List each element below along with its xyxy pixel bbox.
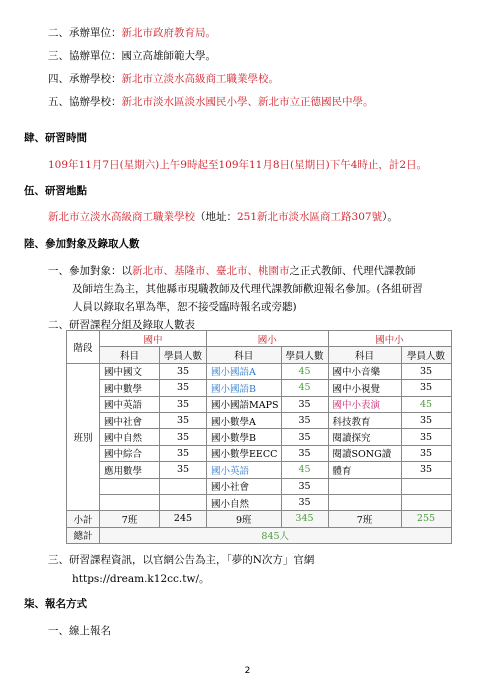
course-jh: 國中數學 [100,380,160,396]
count-js: 35 [401,429,451,445]
count-js [401,494,451,510]
organizer-label: 四、承辦學校： [48,73,122,85]
organizer-value: 新北市政府教育局。 [121,27,216,39]
organizer-label: 三、協辦單位： [48,50,122,62]
venue-line [48,210,398,224]
count-jh: 35 [160,445,207,461]
table-row [67,478,452,494]
count-js: 45 [401,396,451,412]
organizer-label: 五、協辦學校： [48,96,122,108]
level-header-elementary: 國小 [207,331,329,347]
course-jh [100,494,160,510]
venue-address: 251新北市淡水區商工路307號 [237,211,383,223]
count-el: 45 [281,363,328,379]
table-row [67,363,452,379]
course-el: 國小國語A [207,363,282,379]
organizer-line [48,72,279,86]
col-subject: 科目 [100,347,160,363]
level-header-junior-high: 國中 [100,331,207,347]
count-js [401,478,451,494]
course-info-line: 三、研習課程資訊，以官網公告為主，「夢的N次方」官網 [48,554,315,566]
subtotal-js-classes: 7班 [328,511,401,527]
table-row [67,494,452,510]
count-el: 35 [281,396,328,412]
course-el: 國小社會 [207,478,282,494]
count-el: 35 [281,412,328,428]
count-jh [160,478,207,494]
count-jh [160,494,207,510]
table-row [67,412,452,428]
venue-addr-prefix: （地址： [195,211,237,223]
table-row [67,445,452,461]
stage-header: 階段 [67,331,100,364]
count-jh: 35 [160,429,207,445]
col-subject: 科目 [207,347,282,363]
course-el: 國小國語B [207,380,282,396]
participant-cities: 新北市、基隆市、臺北市、桃園市 [132,265,290,277]
count-jh: 35 [160,380,207,396]
section-heading-venue: 伍、研習地點 [24,185,87,197]
course-js: 國中小視覺 [328,380,401,396]
subtotal-js-count: 255 [401,511,451,527]
group-label: 班別 [67,363,100,511]
participants-line-3: 人員以錄取名單為準，恕不接受臨時報名或旁聽) [72,301,297,313]
col-subject: 科目 [328,347,401,363]
course-jh: 應用數學 [100,462,160,478]
venue-name: 新北市立淡水高級商工職業學校 [48,211,195,223]
organizer-value: 國立高雄師範大學。 [121,50,216,62]
course-js [328,478,401,494]
course-el: 國小數學B [207,429,282,445]
table-row [67,429,452,445]
count-el: 35 [281,478,328,494]
subtotal-row [67,511,452,527]
participants-prefix: 一、參加對象：以 [48,265,132,277]
count-jh: 35 [160,396,207,412]
participants-suffix: 之正式教師、代理代課教師 [289,265,416,277]
course-el: 國小英語 [207,462,282,478]
table-row [67,380,452,396]
count-jh: 35 [160,462,207,478]
count-el: 45 [281,380,328,396]
count-js: 35 [401,462,451,478]
course-js: 國中小表演 [328,396,401,412]
course-el: 國小自然 [207,494,282,510]
count-el: 35 [281,445,328,461]
course-js [328,494,401,510]
course-js: 體育 [328,462,401,478]
col-count: 學員人數 [281,347,328,363]
organizer-line [48,95,374,109]
participants-line-2: 及師培生為主，其他縣市現職教師及代理代課教師歡迎報名參加。(各組研習 [72,283,423,295]
course-el: 國小國語MAPS [207,396,282,412]
course-jh: 國中自然 [100,429,160,445]
official-site-url[interactable]: https://dream.k12cc.tw/。 [72,573,210,585]
course-jh [100,478,160,494]
course-js: 國中小音樂 [328,363,401,379]
course-jh: 國中社會 [100,412,160,428]
course-js: 閱讀探究 [328,429,401,445]
subtotal-jh-count: 245 [160,511,207,527]
col-count: 學員人數 [401,347,451,363]
registration-online: 一、線上報名 [48,625,111,637]
enrollment-table [66,330,452,544]
course-jh: 國中英語 [100,396,160,412]
count-js: 35 [401,412,451,428]
course-el: 國小數學A [207,412,282,428]
section-heading-registration: 柒、報名方式 [24,598,87,610]
page-number: 2 [244,666,251,676]
count-el: 35 [281,429,328,445]
course-jh: 國中國文 [100,363,160,379]
count-js: 35 [401,380,451,396]
organizer-value: 新北市淡水區淡水國民小學、新北市立正德國民中學。 [121,96,374,108]
table-caption: 二、研習課程分組及錄取人數表 [48,319,195,331]
table-row [67,396,452,412]
organizer-label: 二、承辦單位： [48,27,122,39]
organizer-line [48,49,216,63]
organizer-value: 新北市立淡水高級商工職業學校。 [121,73,279,85]
section-heading-time: 肆、研習時間 [24,132,87,144]
level-header-combined: 國中小 [328,331,451,347]
course-el: 國小數學EECC [207,445,282,461]
session-time-text: 109年11月7日(星期六)上午9時起至109年11月8日(星期日)下午4時止，計2日。 [48,159,428,171]
course-js: 科技教育 [328,412,401,428]
participants-line-1 [48,264,416,278]
course-js: 閱讀SONG讀 [328,445,401,461]
subtotal-el-count: 345 [281,511,328,527]
total-row [67,527,452,543]
venue-addr-suffix: ）。 [382,211,398,223]
count-jh: 35 [160,412,207,428]
count-js: 35 [401,445,451,461]
count-jh: 35 [160,363,207,379]
subtotal-jh-classes: 7班 [100,511,160,527]
count-el: 45 [281,462,328,478]
course-jh: 國中綜合 [100,445,160,461]
total-label: 總計 [67,527,100,543]
table-row [67,462,452,478]
subtotal-el-classes: 9班 [207,511,282,527]
count-el: 35 [281,494,328,510]
organizer-line [48,26,216,40]
subtotal-label: 小計 [67,511,100,527]
section-heading-participants: 陸、參加對象及錄取人數 [24,238,140,250]
count-js: 35 [401,363,451,379]
total-value: 845人 [100,527,452,543]
col-count: 學員人數 [160,347,207,363]
